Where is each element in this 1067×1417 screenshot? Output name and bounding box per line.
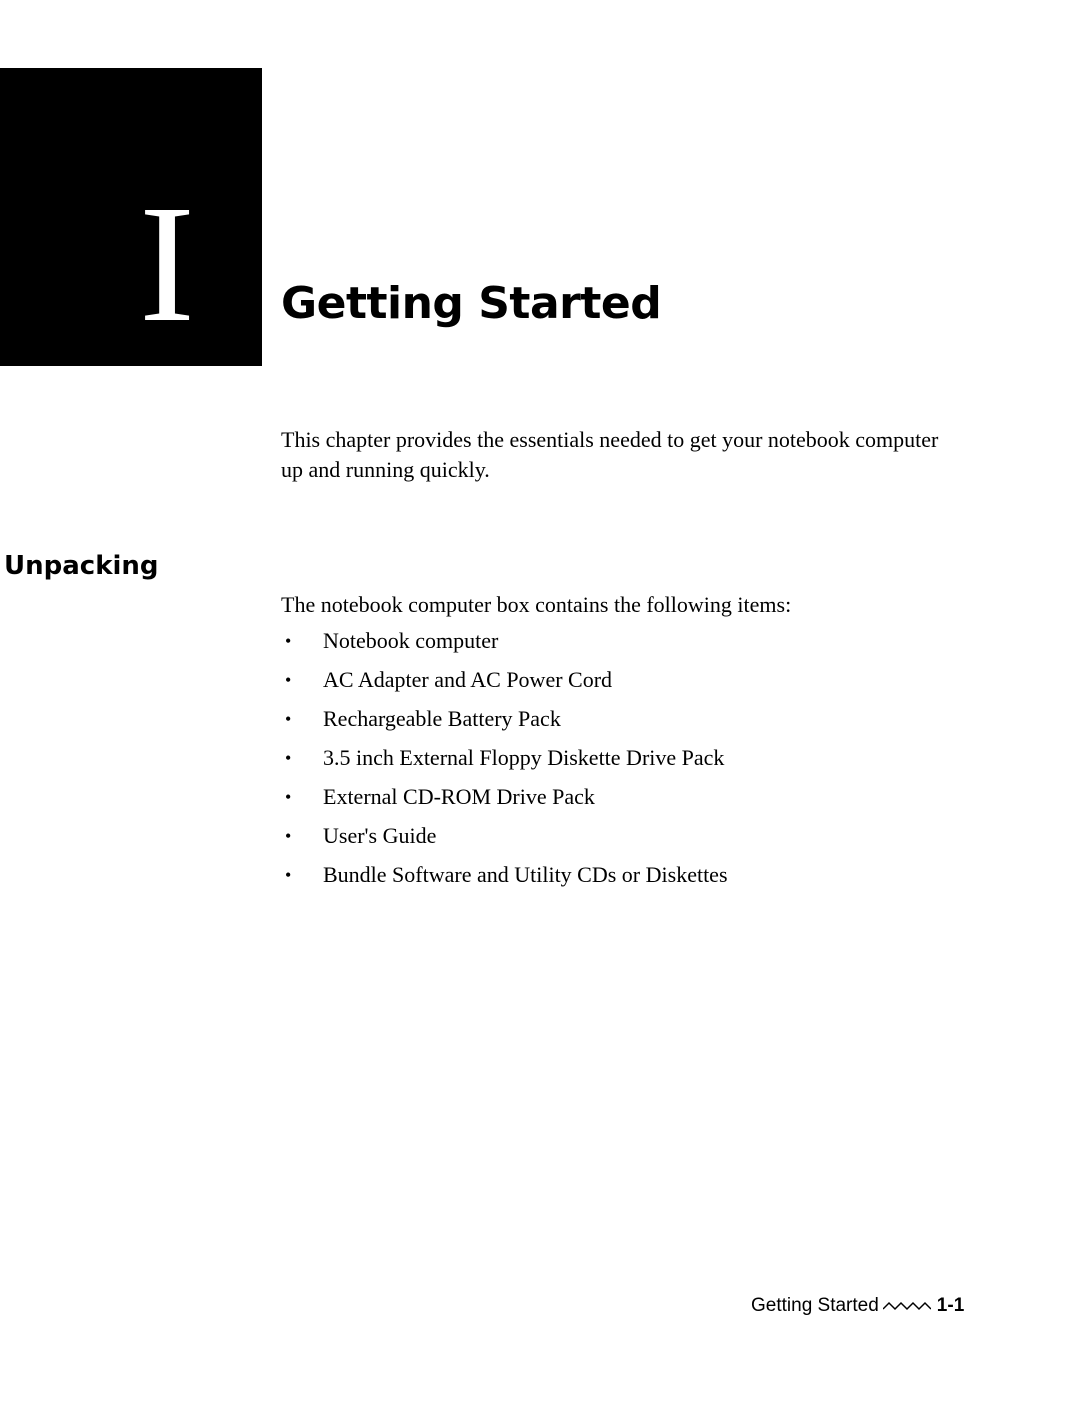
list-item-text: Bundle Software and Utility CDs or Diskettes: [323, 862, 728, 887]
list-item-text: Rechargeable Battery Pack: [323, 706, 561, 731]
list-item-text: 3.5 inch External Floppy Diskette Drive Pack: [323, 745, 725, 770]
chapter-number-block: [0, 68, 262, 366]
bullet-icon: •: [285, 709, 292, 729]
list-item: [281, 664, 728, 703]
zigzag-ornament-icon: [883, 1301, 931, 1311]
section-heading-unpacking: Unpacking: [4, 551, 159, 581]
list-item-text: AC Adapter and AC Power Cord: [323, 667, 613, 692]
box-contents-lead: The notebook computer box contains the following items:: [281, 592, 792, 617]
list-item-text: Notebook computer: [323, 628, 499, 653]
bullet-icon: •: [285, 826, 292, 846]
bullet-icon: •: [285, 787, 292, 807]
chapter-numeral: I: [139, 171, 195, 357]
list-item: [281, 625, 728, 664]
bullet-icon: •: [285, 865, 292, 885]
bullet-icon: •: [285, 631, 292, 651]
list-item: [281, 859, 728, 898]
page-footer: [751, 1295, 964, 1317]
bullet-icon: •: [285, 670, 292, 690]
chapter-title: Getting Started: [281, 278, 662, 329]
list-item: [281, 703, 728, 742]
box-contents-list: [281, 625, 728, 898]
list-item: [281, 820, 728, 859]
footer-section-title: Getting Started: [751, 1295, 879, 1316]
bullet-icon: •: [285, 748, 292, 768]
list-item-text: User's Guide: [323, 823, 437, 848]
page-number: 1-1: [936, 1295, 965, 1316]
list-item-text: External CD-ROM Drive Pack: [323, 784, 595, 809]
list-item: [281, 781, 728, 820]
list-item: [281, 742, 728, 781]
chapter-intro: This chapter provides the essentials needed to get your notebook computer up and running quickly.: [281, 427, 939, 482]
